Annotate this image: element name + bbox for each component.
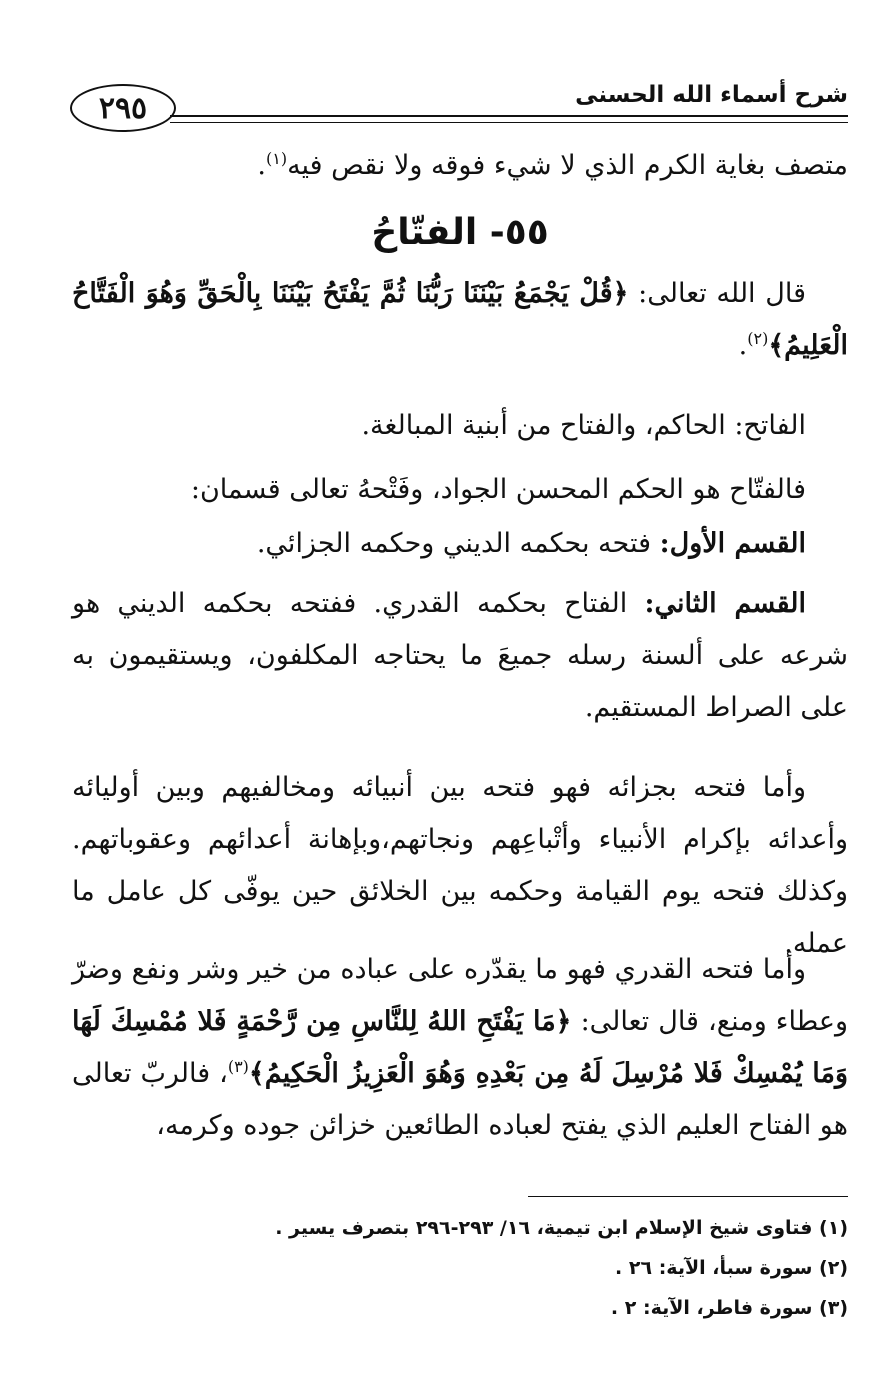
- paragraph-decree: [72, 944, 848, 1152]
- decree-tail: ، فالربّ تعالى هو الفتاح العليم الذي يفتح لعباده الطائعين خزائن جوده وكرمه،: [72, 1058, 848, 1141]
- footnote-2: (٢) سورة سبأ، الآية: ٢٦ .: [615, 1257, 848, 1279]
- decree-lead: وأما فتحه القدري فهو ما يقدّره على عباده من خير وشر ونفع وضرّ وعطاء ومنع، قال تعالى:: [72, 954, 849, 1037]
- paragraph-definition: [72, 400, 848, 452]
- paragraph-part-two: [72, 578, 848, 734]
- part-one-text: فتحه بحكمه الديني وحكمه الجزائي.: [256, 528, 652, 559]
- part-two-text: الفتاح بحكمه القدري. ففتحه بحكمه الديني هو شرعه على ألسنة رسله جميعَ ما يحتاجه المكلفون، ويستقيمون به على الصراط المستقيم.: [72, 588, 848, 723]
- paragraph-part-one: [72, 518, 848, 570]
- verse-lead: قال الله تعالى:: [638, 278, 806, 309]
- header-rule-top: [170, 115, 848, 117]
- footnote-ref-1: (١): [265, 149, 288, 168]
- paragraph-reward: [72, 762, 848, 970]
- book-title: شرح أسماء الله الحسنى: [575, 82, 848, 108]
- intro-line: متصف بغاية الكرم الذي لا شيء فوقه ولا نقص فيه$^{(١)}$.: [257, 149, 848, 181]
- quran-verse-2: ﴿مَا يَفْتَحِ اللهُ لِلنَّاسِ مِن رَّحْمَةٍ فَلا مُمْسِكَ لَهَا وَمَا يُمْسِكْ فَلا مُرْسِلَ لَهُ مِن بَعْدِهِ وَهُوَ الْعَزِيزُ الْحَكِيمُ﴾: [72, 1006, 848, 1089]
- part-one-label: القسم الأول:: [659, 528, 806, 559]
- footnote-3: (٣) سورة فاطر، الآية: ٢ .: [610, 1297, 848, 1319]
- footnote-1: (١) فتاوى شيخ الإسلام ابن تيمية، ١٦/ ٢٩٣-٢٩٦ بتصرف يسير .: [275, 1217, 848, 1239]
- paragraph-reward-text: وأما فتحه بجزائه فهو فتحه بين أنبيائه ومخالفيهم وبين أوليائه وأعدائه بإكرام الأنبياء وأتْباعِهم ونجاتهم،وبإهانة أعدائهم وعقوباتهم. وكذلك فتحه يوم القيامة وحكمه بين الخلائق حين يوفّى كل عامل ما عمله.: [72, 772, 848, 959]
- paragraph-definition-text: الفاتح: الحاكم، والفتاح من أبنية المبالغة.: [361, 410, 806, 441]
- footnote-separator: [528, 1196, 848, 1197]
- page-header: [70, 78, 848, 136]
- verse-paragraph: [72, 268, 848, 372]
- intro-text: متصف بغاية الكرم الذي لا شيء فوقه ولا نقص فيه: [287, 150, 848, 181]
- footnotes: [72, 1208, 848, 1328]
- section-heading: ٥٥- الفتّاحُ: [371, 212, 549, 253]
- part-two-label: القسم الثاني:: [644, 588, 807, 619]
- header-rule-bottom: [170, 122, 848, 123]
- page-number: ٢٩٥: [70, 84, 176, 132]
- footnote-ref-2: (٢): [747, 329, 769, 348]
- paragraph-two-parts: [72, 464, 848, 516]
- paragraph-two-parts-text: فالفتّاح هو الحكم المحسن الجواد، وفَتْحهُ تعالى قسمان:: [190, 474, 806, 505]
- verse-end: .: [738, 330, 748, 361]
- quran-verse-1: ﴿قُلْ يَجْمَعُ بَيْنَنَا رَبُّنَا ثُمَّ يَفْتَحُ بَيْنَنَا بِالْحَقِّ وَهُوَ الْفَتَّاحُ الْعَلِيمُ﴾: [72, 278, 848, 361]
- footnote-ref-3: (٣): [227, 1057, 249, 1076]
